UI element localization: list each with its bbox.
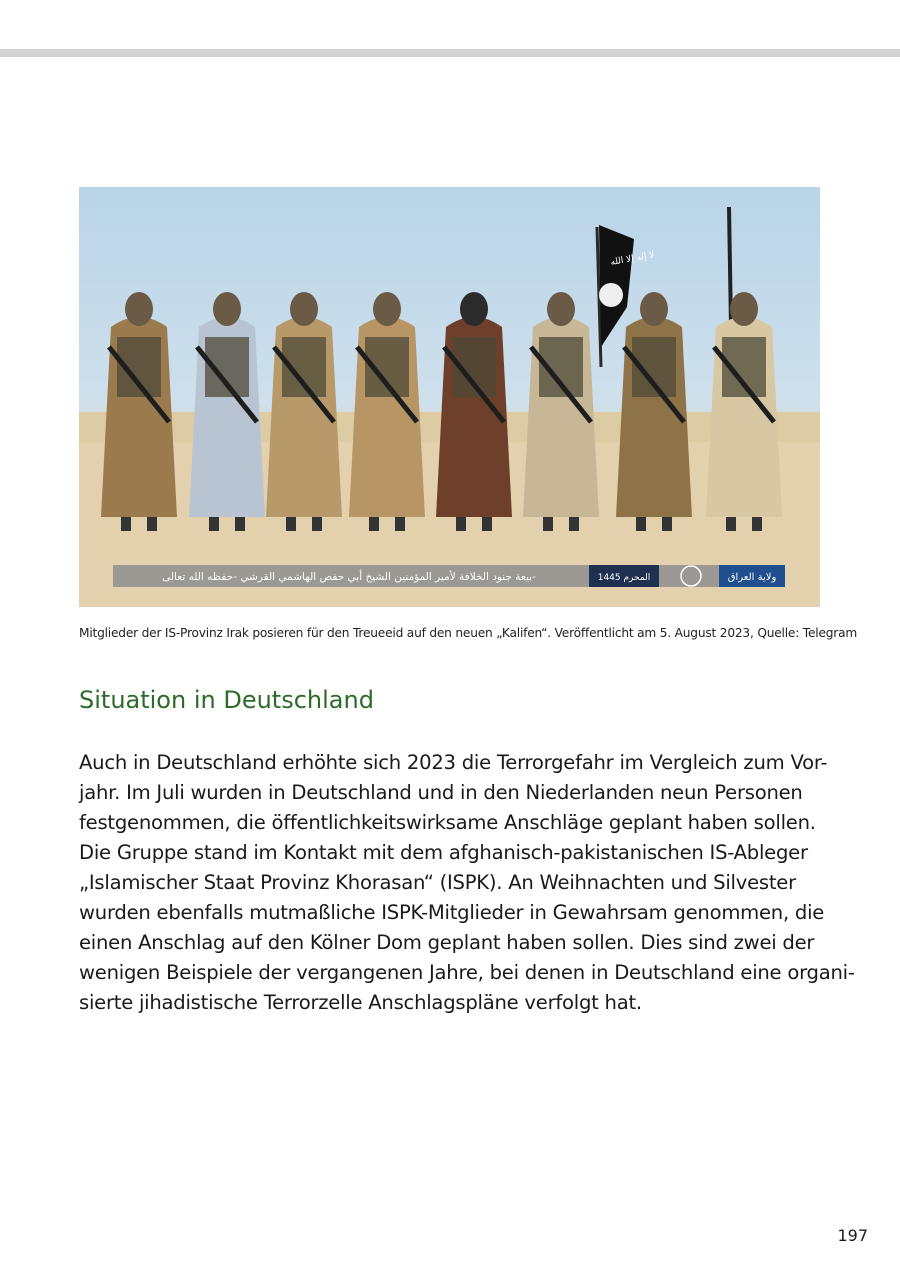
- section-heading: Situation in Deutschland: [79, 686, 374, 714]
- body-line: Auch in Deutschland erhöhte sich 2023 die Terrorgefahr im Vergleich zum Vor-: [79, 751, 828, 774]
- body-line: wurden ebenfalls mutmaßliche ISPK-Mitglieder in Gewahrsam genommen, die: [79, 901, 825, 924]
- figure-silhouette: [266, 292, 342, 531]
- figure-silhouette: [616, 292, 692, 531]
- figure-silhouette: [101, 292, 177, 531]
- banner-province: ولاية العراق: [727, 572, 777, 583]
- page-number: 197: [837, 1226, 868, 1245]
- body-line: festgenommen, die öffentlichkeitswirksame Anschläge geplant haben sollen.: [79, 811, 816, 834]
- body-line: „Islamischer Staat Provinz Khorasan“ (ISPK). An Weihnachten und Silvester: [79, 871, 796, 894]
- body-line: Die Gruppe stand im Kontakt mit dem afghanisch-pakistanischen IS-Ableger: [79, 841, 808, 864]
- figure-silhouette: [436, 292, 512, 531]
- figure-silhouette: [189, 292, 265, 531]
- banner-date: المحرم 1445: [597, 573, 651, 583]
- body-line: einen Anschlag auf den Kölner Dom geplant haben sollen. Dies sind zwei der: [79, 931, 815, 954]
- body-line: jahr. Im Juli wurden in Deutschland und in den Niederlanden neun Personen: [79, 781, 803, 804]
- flag-text: لا إله إلا الله: [609, 250, 656, 268]
- news-photo: [79, 187, 820, 607]
- body-paragraph: [79, 748, 855, 1018]
- banner-title: بيعة جنود الخلافة لأمير المؤمنين الشيخ أبي حفص الهاشمي القرشي -حفظه الله تعالى-: [162, 571, 536, 583]
- body-line: wenigen Beispiele der vergangenen Jahre, bei denen in Deutschland eine organi-: [79, 961, 855, 984]
- figure-silhouette: [706, 292, 782, 531]
- figure-silhouette: [523, 292, 599, 531]
- photo-caption: Mitglieder der IS-Provinz Irak posieren für den Treueeid auf den neuen „Kalifen“. Veröffentlicht am 5. August 2023, Quelle: Telegram: [79, 626, 858, 640]
- header-rule: [0, 49, 900, 57]
- figure-silhouette: [349, 292, 425, 531]
- body-line: sierte jihadistische Terrorzelle Anschlagspläne verfolgt hat.: [79, 991, 642, 1014]
